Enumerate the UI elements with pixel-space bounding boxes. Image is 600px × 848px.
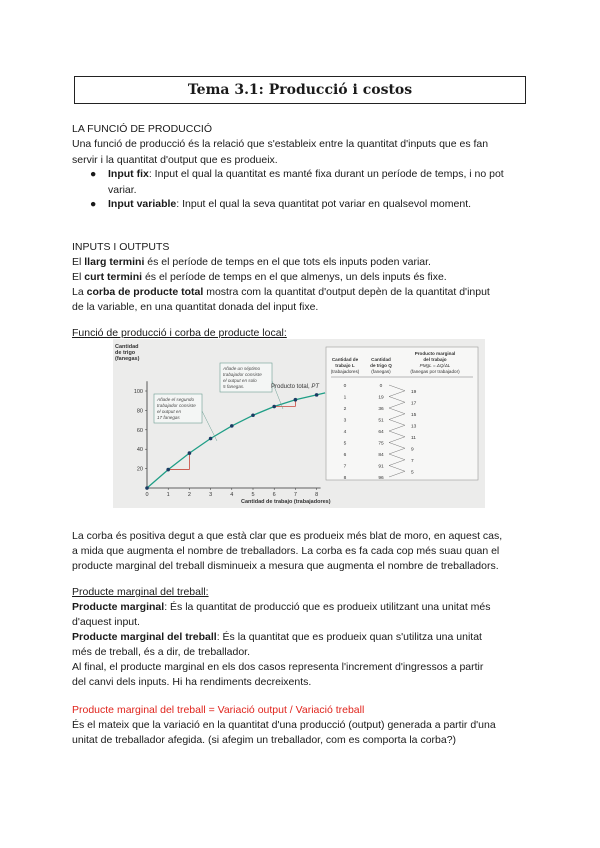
paragraph-line: a mida que augmenta el nombre de treballadors. La corba es fa cada cop més suau quan el xyxy=(72,545,500,557)
paragraph-line: més de treball, és a dir, de treballador. xyxy=(72,646,251,658)
data-point xyxy=(315,393,319,397)
x-tick-label: 7 xyxy=(293,492,297,498)
table-cell-labor: 0 xyxy=(343,384,347,389)
table-cell-output: 19 xyxy=(378,395,384,401)
paragraph-line: d'aquest input. xyxy=(72,616,140,628)
y-tick-label: 40 xyxy=(136,447,143,454)
table-cell-marginal: 5 xyxy=(411,470,414,476)
paragraph-line: producte marginal del treball disminueix a mesura que augmenta el nombre de treballadors. xyxy=(72,560,499,572)
table-cell-labor: 6 xyxy=(343,453,347,458)
paragraph-line: servir i la quantitat d'output que es produeix. xyxy=(72,154,278,166)
production-figure xyxy=(113,339,485,508)
annotation-text: 5 fanegas. xyxy=(223,384,245,389)
table-cell-output: 96 xyxy=(378,476,384,481)
table-cell-output: 84 xyxy=(378,453,384,458)
section-heading-production-curve: Funció de producció i corba de producte local: xyxy=(72,327,287,339)
paragraph-line: de la variable, en una quantitat donada del input fixe. xyxy=(72,301,319,313)
x-tick-label: 5 xyxy=(251,492,255,498)
annotation-text: Añade el segundo xyxy=(157,397,195,402)
y-axis-label-1: Cantidad xyxy=(115,344,139,350)
title-text: Tema 3.1: Producció i costos xyxy=(187,82,413,98)
paragraph-line: La corba és positiva degut a que està clar que es produeix més blat de moro, en aquest cas, xyxy=(72,530,503,542)
x-tick-label: 6 xyxy=(272,492,276,498)
table-cell-marginal: 11 xyxy=(411,435,416,441)
paragraph-line: La corba de producte total mostra com la quantitat d'output depèn de la quantitat d'input xyxy=(72,286,490,298)
annotation-text: trabajador consiste xyxy=(223,372,262,377)
y-axis-label-3: (fanegas) xyxy=(115,356,140,362)
table-header: de trigo Q xyxy=(370,363,392,368)
annotation-text: 17 fanegas xyxy=(157,415,180,420)
table-header: Producto marginal xyxy=(414,351,456,356)
table-cell-labor: 8 xyxy=(343,476,347,481)
paragraph-line: És el mateix que la variació en la quantitat d'una producció (output) generada a partir d'una xyxy=(72,719,496,731)
annotation-text: Añade un séptimo xyxy=(223,366,261,371)
y-tick-label: 80 xyxy=(136,408,143,415)
y-tick-label: 60 xyxy=(136,427,143,434)
paragraph-line: El curt termini és el període de temps en el que almenys, un dels inputs és fixe. xyxy=(72,271,447,283)
bullet-icon: ● xyxy=(90,168,97,180)
list-item-text: Input fix: Input el qual la quantitat es manté fixa durant un període de temps, i no pot xyxy=(108,168,504,180)
production-chart xyxy=(113,339,485,508)
paragraph-line: Producte marginal del treball: És la quantitat que es produeix quan s'utilitza una unitat xyxy=(72,631,482,643)
annotation-text: trabajador consiste xyxy=(157,403,196,408)
table-cell-output: 36 xyxy=(378,407,384,412)
table-header: PMgL = ΔQ/ΔL xyxy=(419,363,451,368)
y-tick-label: 100 xyxy=(133,389,143,395)
table-header: (trabajadores) xyxy=(330,369,360,374)
list-item-text: Input variable: Input el qual la seva quantitat pot variar en qualsevol moment. xyxy=(108,198,472,210)
data-point xyxy=(188,451,192,455)
table-cell-marginal: 7 xyxy=(411,458,414,464)
y-tick-label: 20 xyxy=(136,466,143,473)
page-title xyxy=(74,76,526,104)
x-axis-label: Cantidad de trabajo (trabajadores) xyxy=(241,499,331,505)
x-tick-label: 2 xyxy=(187,492,191,498)
data-point xyxy=(294,398,298,402)
table-cell-marginal: 19 xyxy=(411,389,417,395)
x-tick-label: 3 xyxy=(209,492,213,498)
table-cell-output: 51 xyxy=(378,418,384,424)
table-cell-labor: 5 xyxy=(343,441,347,447)
x-tick-label: 0 xyxy=(145,492,149,498)
table-cell-output: 0 xyxy=(379,384,383,389)
section-heading-inputs-outputs: INPUTS I OUTPUTS xyxy=(72,241,170,253)
table-header: Cantidad de xyxy=(331,357,359,362)
bullet-icon: ● xyxy=(90,198,97,210)
table-cell-marginal: 17 xyxy=(411,401,417,407)
paragraph-line: unitat de treballador afegida. (si afegim un treballador, com es comporta la corba?) xyxy=(72,734,457,746)
data-point xyxy=(166,468,170,472)
table-header: (fanegas) xyxy=(371,369,391,374)
table-header: (fanegas por trabajador) xyxy=(410,369,460,374)
y-axis-label-2: de trigo xyxy=(115,350,136,356)
data-point xyxy=(272,405,276,409)
annotation-text: el output en xyxy=(157,409,182,414)
annotation-text: el output en solo xyxy=(223,378,257,383)
table-cell-output: 75 xyxy=(378,441,384,447)
curve-label: Producto total, PT xyxy=(271,384,320,390)
data-point xyxy=(230,424,234,428)
table-header: del trabajo xyxy=(423,357,447,362)
data-point xyxy=(209,437,213,441)
table-header: Cantidad xyxy=(371,357,391,362)
table-cell-labor: 3 xyxy=(343,418,347,424)
table-cell-labor: 4 xyxy=(343,430,347,435)
paragraph-line: Una funció de producció és la relació que s'estableix entre la quantitat d'inputs que es fan xyxy=(72,138,489,150)
section-heading-marginal-product: Producte marginal del treball: xyxy=(72,586,209,598)
table-cell-marginal: 13 xyxy=(411,424,417,430)
x-tick-label: 1 xyxy=(166,492,170,498)
table-cell-marginal: 15 xyxy=(411,412,417,418)
table-cell-marginal: 9 xyxy=(411,447,414,453)
table-cell-labor: 7 xyxy=(343,464,347,470)
x-tick-label: 4 xyxy=(230,492,234,498)
table-cell-output: 91 xyxy=(378,464,384,470)
table-header: trabajo L xyxy=(335,363,355,368)
x-tick-label: 8 xyxy=(315,492,319,498)
paragraph-line: del canvi dels inputs. Hi ha rendiments decreixents. xyxy=(72,676,312,688)
table-cell-output: 64 xyxy=(378,430,384,435)
formula-line: Producte marginal del treball = Variació output / Variació treball xyxy=(72,704,365,716)
section-heading-production-function: LA FUNCIÓ DE PRODUCCIÓ xyxy=(72,123,213,135)
paragraph-line: Al final, el producte marginal en els dos casos representa l'increment d'ingressos a partir xyxy=(72,661,484,673)
data-point xyxy=(251,413,255,417)
data-point xyxy=(145,486,149,490)
paragraph-line: Producte marginal: És la quantitat de producció que es produeix utilitzant una unitat més xyxy=(72,601,491,613)
table-cell-labor: 1 xyxy=(343,395,347,401)
paragraph-line: El llarg termini és el període de temps en el que tots els inputs poden variar. xyxy=(72,256,431,268)
table-cell-labor: 2 xyxy=(343,407,347,412)
